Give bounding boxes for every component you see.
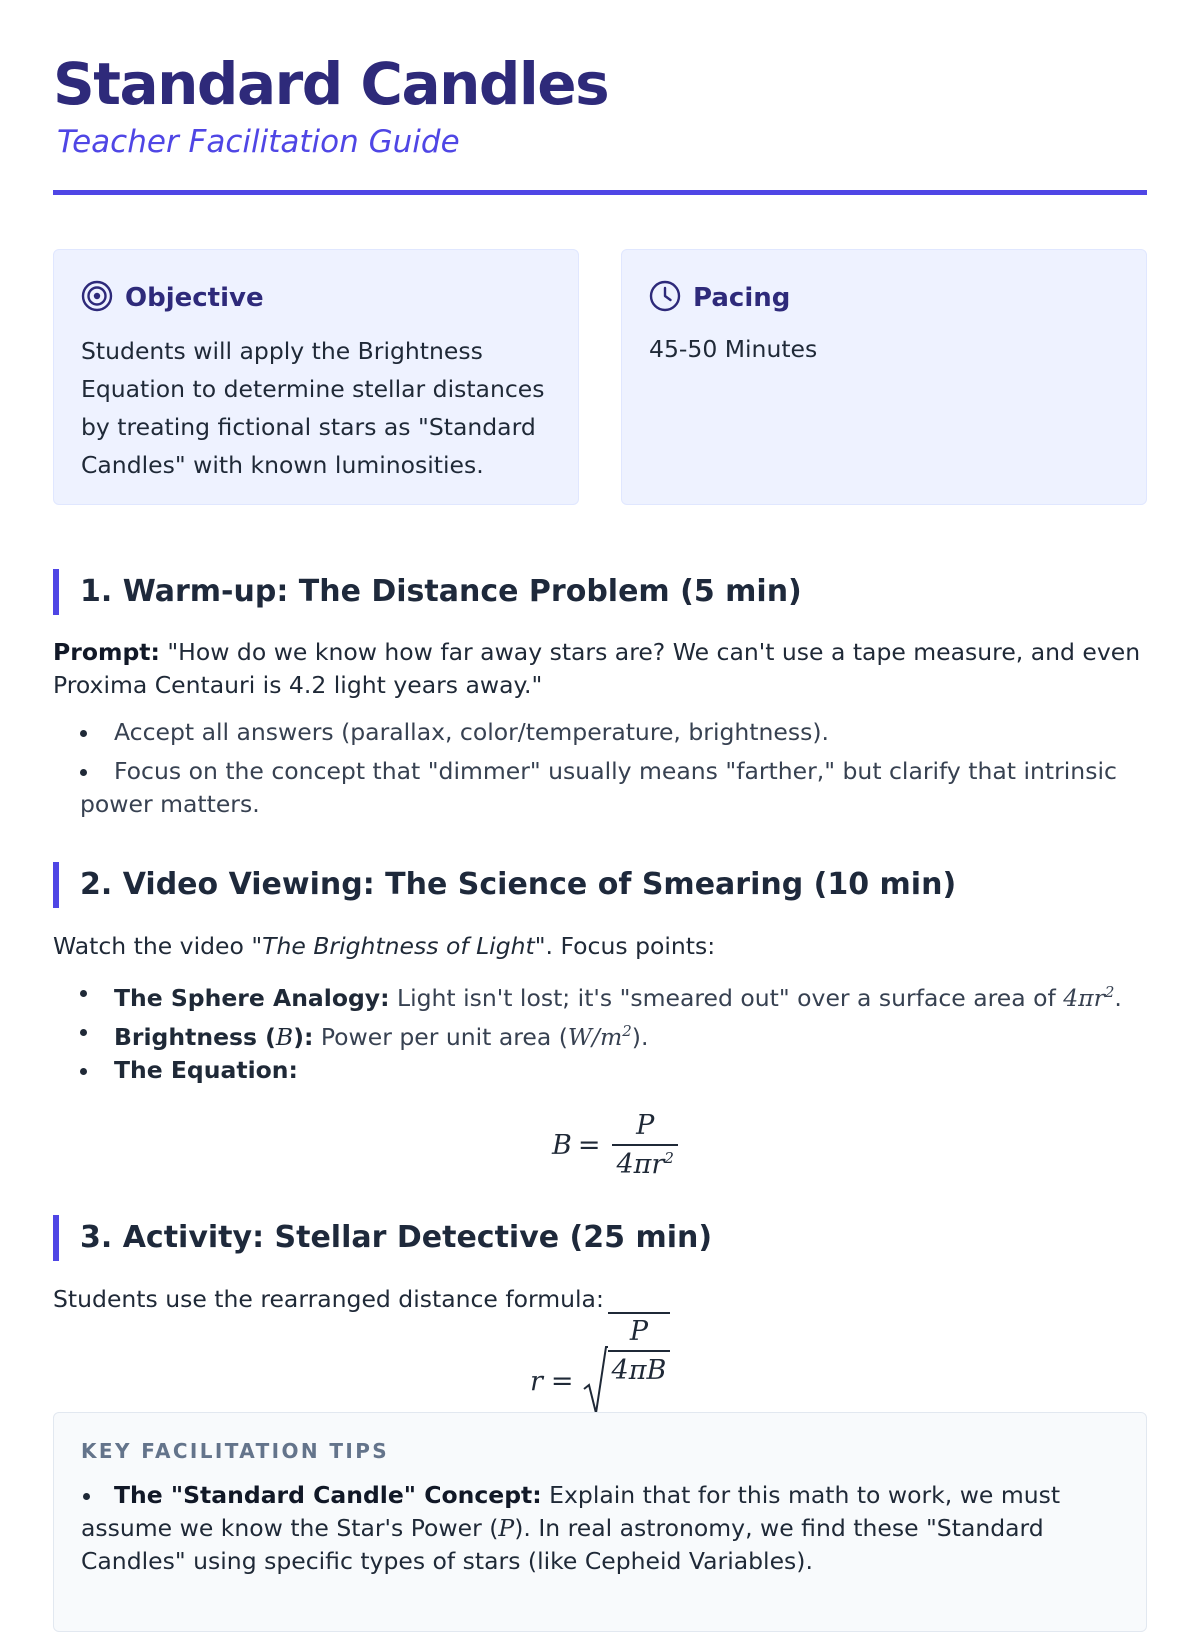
unit-math: W/m (567, 1022, 623, 1051)
clock-icon (649, 280, 681, 316)
target-icon (81, 280, 113, 316)
brightness-var: B (275, 1022, 294, 1051)
sphere-label: The Sphere Analogy: (114, 983, 390, 1012)
list-item (80, 976, 1147, 1015)
equation-numerator: P (629, 1316, 649, 1347)
section-heading-video: 2. Video Viewing: The Science of Smearing (10 min) (53, 862, 956, 908)
video-intro-text: Watch the video (53, 932, 252, 960)
prompt-label: Prompt: (53, 638, 160, 666)
page-subtitle: Teacher Facilitation Guide (57, 124, 460, 160)
bullet-dot (80, 730, 87, 737)
list-item (80, 1054, 1147, 1087)
unit-exponent: 2 (622, 1022, 632, 1040)
equation-fraction (608, 1312, 671, 1386)
list-item (80, 716, 1147, 749)
objective-text: Students will apply the Brightness Equation to determine stellar distances by treating fictional stars as "Standard Candles" with known luminosities. (81, 337, 545, 479)
area-math: 4πr (1063, 983, 1105, 1012)
video-intro (53, 930, 1147, 963)
brightness-label-post: ): (293, 1022, 314, 1051)
bullet-dot (80, 1029, 87, 1036)
list-item-text (80, 1054, 1147, 1087)
bullet-dot (83, 1493, 90, 1500)
video-title: "The Brightness of Light" (251, 932, 546, 960)
objective-header (81, 280, 264, 316)
brightness-equation (552, 1110, 678, 1180)
equation-fraction (612, 1110, 677, 1180)
area-exponent: 2 (1104, 983, 1115, 1001)
distance-equation (530, 1316, 670, 1417)
video-intro-tail: . Focus points: (545, 932, 716, 960)
equation-numerator: P (636, 1110, 655, 1141)
bullet-dot (80, 990, 87, 997)
facilitation-tips-box (53, 1412, 1147, 1632)
equation-lhs: B (552, 1129, 572, 1161)
list-item-text: The Sphere Analogy: Light isn't lost; it's "smeared out" over a surface area of $4\pi r^2$. (114, 983, 1122, 1012)
list-item-text: Focus on the concept that "dimmer" usually means "farther," but clarify that intrinsic power matters. (80, 757, 1117, 818)
tip-var: P (498, 1514, 515, 1542)
list-item-text (81, 1479, 1121, 1578)
tip-text-tail: ). In real astronomy, we find these "Standard Candles" using specific types of stars (like Cepheid Variables). (81, 1514, 1044, 1575)
list-item (80, 1015, 1147, 1054)
equation-lhs: r (530, 1365, 543, 1397)
equation-denominator (612, 1144, 677, 1180)
sphere-text: Light isn't lost; it's "smeared out" over a surface area of (389, 983, 1064, 1012)
pacing-text: 45-50 Minutes (649, 335, 818, 363)
list-item (81, 1479, 1121, 1578)
section-heading-activity: 3. Activity: Stellar Detective (25 min) (53, 1215, 712, 1261)
objective-label: Objective (125, 283, 264, 313)
prompt-text: "How do we know how far away stars are? We can't use a tape measure, and even Proxima Centauri is 4.2 light years away." (53, 638, 1141, 699)
brightness-label (114, 1023, 313, 1051)
tips-heading: KEY FACILITATION TIPS (81, 1439, 390, 1463)
bullet-dot (80, 769, 87, 776)
pacing-label: Pacing (693, 283, 791, 313)
list-item-text: Accept all answers (parallax, color/temperature, brightness). (114, 718, 829, 746)
equation-label: The Equation: (114, 1056, 298, 1084)
equation-equals: = (550, 1365, 574, 1397)
square-root (582, 1316, 671, 1417)
pacing-card (621, 249, 1147, 505)
brightness-text: Power per unit area ( (313, 1022, 568, 1051)
radical-sign (582, 1345, 608, 1417)
denominator-text: 4πr (616, 1149, 665, 1180)
denominator-exponent: 2 (664, 1149, 674, 1167)
header-divider (53, 190, 1147, 195)
activity-intro: Students use the rearranged distance formula: (53, 1285, 604, 1313)
warmup-prompt (53, 636, 1147, 702)
brightness-label-pre: Brightness ( (114, 1022, 276, 1051)
bullet-dot (80, 1068, 87, 1075)
objective-card (53, 249, 579, 505)
list-item-text: Brightness (B): Power per unit area $(W/m^2)$. (114, 1022, 649, 1051)
pacing-header (649, 280, 790, 316)
page-title: Standard Candles (53, 50, 609, 118)
list-item (80, 755, 1147, 821)
equation-equals: = (577, 1129, 601, 1161)
tip-label: The "Standard Candle" Concept: (114, 1481, 542, 1509)
tip-text: Explain that for this math to work, we must assume we know the Star's Power ( (81, 1481, 1061, 1542)
section-heading-warmup: 1. Warm-up: The Distance Problem (5 min) (53, 569, 802, 615)
equation-denominator: 4πB (608, 1350, 671, 1386)
